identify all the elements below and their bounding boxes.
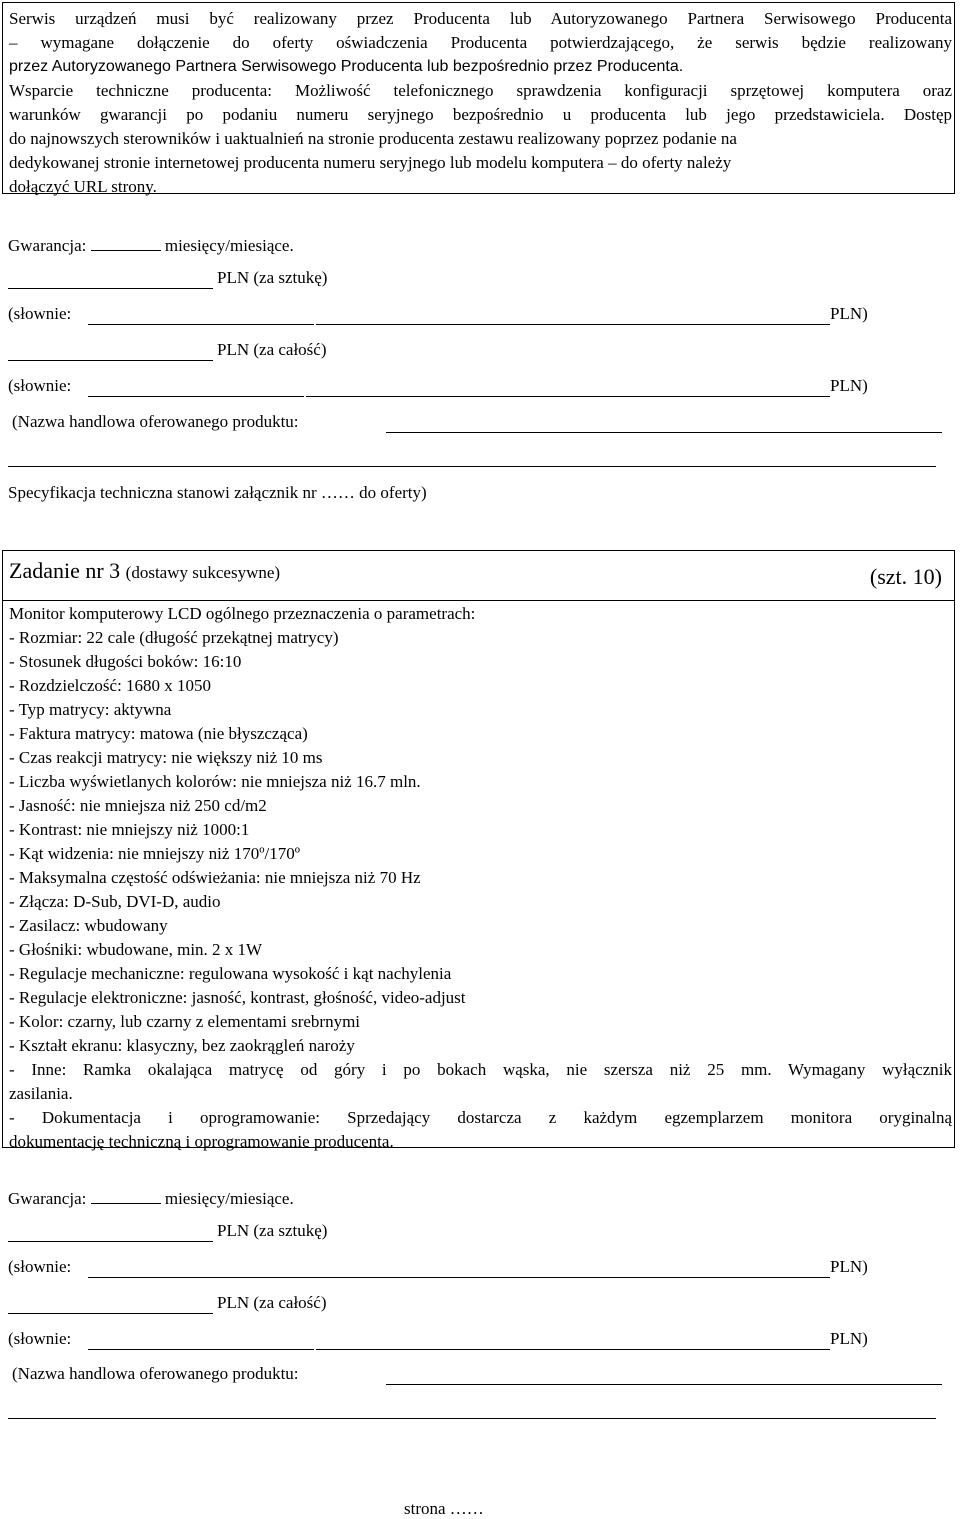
price-total-field[interactable] bbox=[8, 360, 213, 361]
support-text-line: dołączyć URL strony. bbox=[9, 177, 157, 196]
support-text-line: dedykowanej stronie internetowej producenta numeru seryjnego lub modelu komputera – do oferty należy bbox=[9, 153, 732, 172]
service-text-line: Serwis urządzeń musi być realizowany przez Producenta lub Autoryzowanego Partnera Serwisowego Producenta bbox=[9, 9, 952, 28]
warranty-row bbox=[8, 1186, 294, 1209]
price-total-label: PLN (za całość) bbox=[217, 340, 327, 359]
in-words-close: PLN) bbox=[830, 1257, 868, 1276]
warranty-months-field[interactable] bbox=[91, 1186, 161, 1204]
spec-item: - Czas reakcji matrycy: nie większy niż 10 ms bbox=[9, 748, 323, 767]
spec-item: - Zasilacz: wbudowany bbox=[9, 916, 168, 935]
spec-item: - Kontrast: nie mniejszy niż 1000:1 bbox=[9, 820, 250, 839]
page-number: strona …… bbox=[404, 1499, 484, 1518]
support-text-line: Wsparcie techniczne producenta: Możliwość telefonicznego sprawdzenia konfiguracji sprzętowej komputera oraz bbox=[9, 81, 952, 100]
task-header-divider bbox=[3, 600, 954, 601]
task-quantity: (szt. 10) bbox=[869, 564, 942, 589]
price-per-unit-field[interactable] bbox=[8, 1241, 213, 1242]
spec-item: - Stosunek długości boków: 16:10 bbox=[9, 652, 242, 671]
warranty-row bbox=[8, 233, 294, 256]
spec-intro: Monitor komputerowy LCD ogólnego przeznaczenia o parametrach: bbox=[9, 604, 476, 623]
service-text-line: – wymagane dołączenie do oferty oświadczenia Producenta potwierdzającego, że serwis będzie realizowany bbox=[9, 33, 952, 52]
spec-item: - Złącza: D-Sub, DVI-D, audio bbox=[9, 892, 221, 911]
in-words-close: PLN) bbox=[830, 304, 868, 323]
spec-item: - Jasność: nie mniejsza niż 250 cd/m2 bbox=[9, 796, 267, 815]
product-name-field-2[interactable] bbox=[8, 466, 936, 467]
in-words-open: (słownie: bbox=[8, 1257, 72, 1276]
spec-item: - Regulacje elektroniczne: jasność, kontrast, głośność, video-adjust bbox=[9, 988, 466, 1007]
in-words-field-left[interactable] bbox=[88, 324, 314, 325]
support-text-line: do najnowszych sterowników i uaktualnień na stronie producenta zestawu realizowany poprzez podanie na bbox=[9, 129, 737, 148]
product-name-field[interactable] bbox=[386, 1384, 942, 1385]
warranty-label: Gwarancja: bbox=[8, 1189, 87, 1208]
product-name-label: (Nazwa handlowa oferowanego produktu: bbox=[12, 412, 299, 431]
spec-item: - Regulacje mechaniczne: regulowana wysokość i kąt nachylenia bbox=[9, 964, 452, 983]
service-text-line: przez Autoryzowanego Partnera Serwisowego Producenta lub bezpośrednio przez Producenta. bbox=[9, 58, 684, 75]
spec-documentation-cont: dokumentację techniczną i oprogramowanie producenta. bbox=[9, 1132, 394, 1151]
in-words-field-right[interactable] bbox=[316, 324, 830, 325]
spec-item: - Kąt widzenia: nie mniejszy niż 170º/170º bbox=[9, 844, 300, 863]
spec-attachment-note: Specyfikacja techniczna stanowi załącznik nr …… do oferty) bbox=[8, 483, 427, 502]
spec-item: - Typ matrycy: aktywna bbox=[9, 700, 172, 719]
in-words-field-left[interactable] bbox=[88, 1349, 314, 1350]
in-words-field[interactable] bbox=[88, 1277, 830, 1278]
price-per-unit-label: PLN (za sztukę) bbox=[217, 1221, 328, 1240]
spec-item: - Liczba wyświetlanych kolorów: nie mniejsza niż 16.7 mln. bbox=[9, 772, 421, 791]
spec-item: - Rozdzielczość: 1680 x 1050 bbox=[9, 676, 212, 695]
in-words-close: PLN) bbox=[830, 376, 868, 395]
spec-item: - Kształt ekranu: klasyczny, bez zaokrągleń naroży bbox=[9, 1036, 355, 1055]
warranty-label: Gwarancja: bbox=[8, 236, 87, 255]
price-total-field[interactable] bbox=[8, 1313, 213, 1314]
spec-item: - Kolor: czarny, lub czarny z elementami srebrnymi bbox=[9, 1012, 361, 1031]
in-words-field-right[interactable] bbox=[306, 396, 830, 397]
task-note: (dostawy sukcesywne) bbox=[125, 563, 281, 582]
support-text-line: warunków gwarancji po podaniu numeru seryjnego bezpośrednio u producenta lub jego przedstawiciela. Dostęp bbox=[9, 105, 952, 124]
spec-item: - Rozmiar: 22 cale (długość przekątnej matrycy) bbox=[9, 628, 339, 647]
task-title bbox=[9, 557, 280, 587]
in-words-field-right[interactable] bbox=[316, 1349, 830, 1350]
task-3-box bbox=[2, 550, 955, 1151]
spec-item: - Maksymalna częstość odświeżania: nie mniejsza niż 70 Hz bbox=[9, 868, 421, 887]
warranty-unit: miesięcy/miesiące. bbox=[164, 1189, 294, 1208]
product-name-field[interactable] bbox=[386, 432, 942, 433]
warranty-unit: miesięcy/miesiące. bbox=[164, 236, 294, 255]
spec-documentation: - Dokumentacja i oprogramowanie: Sprzedający dostarcza z każdym egzemplarzem monitora oryginalną bbox=[9, 1108, 952, 1127]
in-words-open: (słownie: bbox=[8, 1329, 72, 1348]
spec-other: - Inne: Ramka okalająca matrycę od góry i po bokach wąska, nie szersza niż 25 mm. Wymagany wyłącznik bbox=[9, 1060, 952, 1079]
in-words-close: PLN) bbox=[830, 1329, 868, 1348]
spec-item: - Faktura matrycy: matowa (nie błyszcząca) bbox=[9, 724, 308, 743]
spec-item: - Głośniki: wbudowane, min. 2 x 1W bbox=[9, 940, 263, 959]
price-total-label: PLN (za całość) bbox=[217, 1293, 327, 1312]
in-words-field-left[interactable] bbox=[88, 396, 304, 397]
price-per-unit-label: PLN (za sztukę) bbox=[217, 268, 328, 287]
spec-other-cont: zasilania. bbox=[9, 1084, 73, 1103]
price-per-unit-field[interactable] bbox=[8, 288, 213, 289]
warranty-months-field[interactable] bbox=[91, 233, 161, 251]
in-words-open: (słownie: bbox=[8, 304, 72, 323]
in-words-open: (słownie: bbox=[8, 376, 72, 395]
task-number: Zadanie nr 3 bbox=[9, 558, 121, 583]
product-name-label: (Nazwa handlowa oferowanego produktu: bbox=[12, 1364, 299, 1383]
service-requirements-box bbox=[2, 2, 955, 194]
product-name-field-2[interactable] bbox=[8, 1418, 936, 1419]
